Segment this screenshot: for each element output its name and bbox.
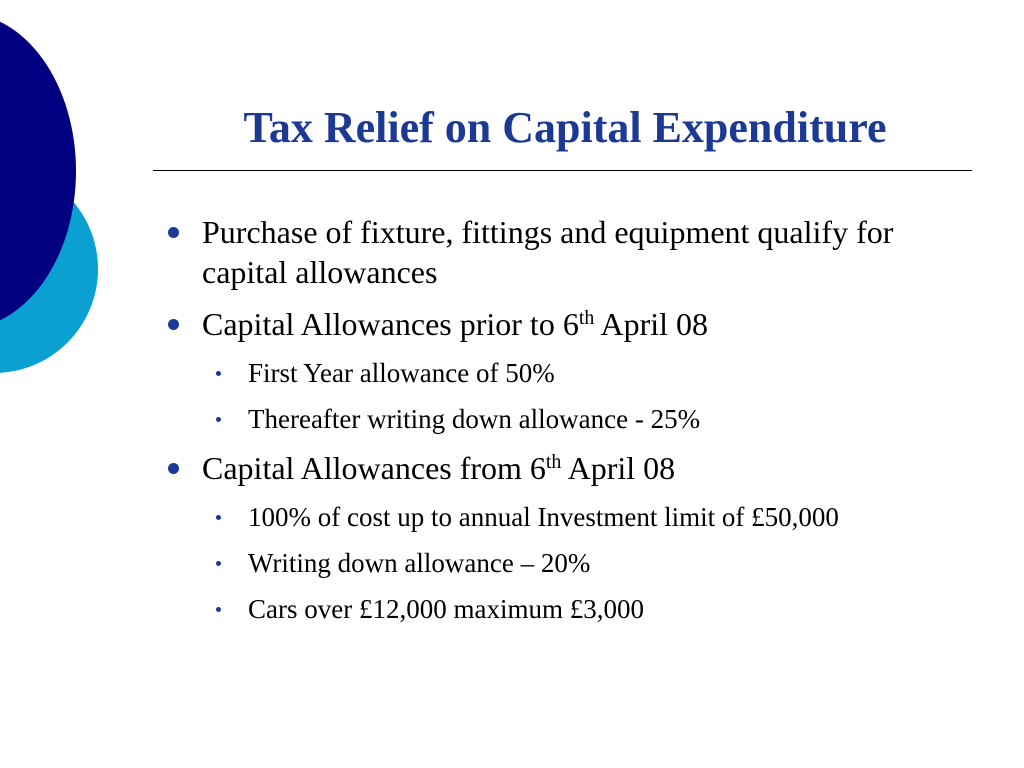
bullet-text: Purchase of fixture, fittings and equipment qualify for capital allowances bbox=[202, 214, 894, 290]
ordinal-suffix: th bbox=[578, 307, 595, 330]
bullet-text-prefix: Capital Allowances from 6 bbox=[202, 450, 546, 486]
bullet-dot-icon bbox=[168, 227, 179, 238]
sub-bullet-dot-icon bbox=[216, 371, 221, 376]
sub-bullet-dot-icon bbox=[216, 607, 221, 612]
title-divider bbox=[153, 170, 972, 171]
decorative-circles bbox=[0, 0, 120, 420]
bullet-list bbox=[166, 212, 966, 638]
bullet-item bbox=[166, 212, 966, 292]
sub-bullet-text: First Year allowance of 50% bbox=[248, 358, 555, 388]
sub-bullet-dot-icon bbox=[216, 515, 221, 520]
sub-bullet-text: Cars over £12,000 maximum £3,000 bbox=[248, 594, 644, 624]
sub-bullet-item bbox=[166, 592, 966, 626]
sub-bullet-dot-icon bbox=[216, 561, 221, 566]
bullet-text-suffix: April 08 bbox=[561, 450, 676, 486]
bullet-item bbox=[166, 304, 966, 344]
slide-title: Tax Relief on Capital Expenditure bbox=[243, 103, 887, 152]
bullet-dot-icon bbox=[168, 463, 179, 474]
bullet-item bbox=[166, 448, 966, 488]
sub-bullet-text: 100% of cost up to annual Investment limit of £50,000 bbox=[248, 502, 839, 532]
sub-bullet-item bbox=[166, 500, 966, 534]
sub-bullet-text: Writing down allowance – 20% bbox=[248, 548, 591, 578]
sub-bullet-dot-icon bbox=[216, 417, 221, 422]
ordinal-suffix: th bbox=[545, 451, 562, 474]
bullet-text-suffix: April 08 bbox=[594, 306, 709, 342]
sub-bullet-text: Thereafter writing down allowance - 25% bbox=[248, 404, 701, 434]
sub-bullet-item bbox=[166, 402, 966, 436]
bullet-text-prefix: Capital Allowances prior to 6 bbox=[202, 306, 579, 342]
sub-bullet-item bbox=[166, 356, 966, 390]
bullet-dot-icon bbox=[168, 319, 179, 330]
sub-bullet-item bbox=[166, 546, 966, 580]
